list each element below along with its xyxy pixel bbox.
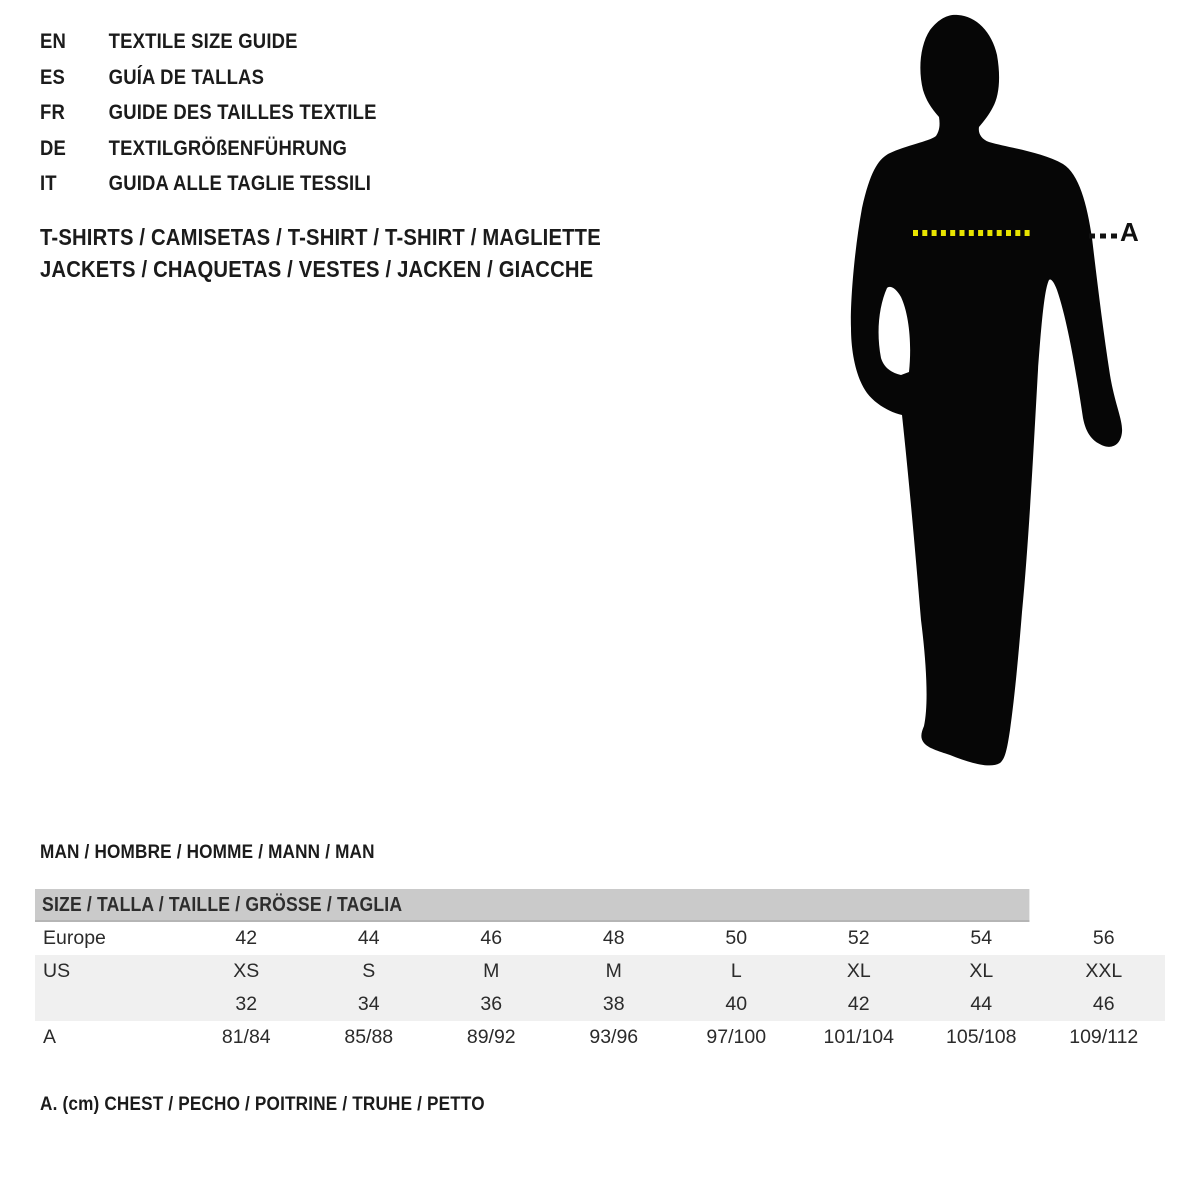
size-value: 46 xyxy=(1092,993,1115,1015)
measurement-label-a: A xyxy=(1120,217,1139,247)
man-silhouette xyxy=(830,0,1150,800)
row-label: Europe xyxy=(43,927,106,949)
table-row-chest-a xyxy=(35,1021,1165,1054)
size-value: S xyxy=(362,960,376,982)
size-value: M xyxy=(483,960,500,982)
size-value: 50 xyxy=(725,927,748,949)
size-table-header: SIZE / TALLA / TAILLE / GRÖSSE / TAGLIA xyxy=(35,889,1029,922)
language-code: EN xyxy=(40,30,67,53)
size-value: 44 xyxy=(970,993,993,1015)
category-line-jackets: JACKETS / CHAQUETAS / VESTES / JACKEN / GIACCHE xyxy=(40,255,594,282)
table-row-numeric xyxy=(35,988,1165,1021)
size-value: 105/108 xyxy=(946,1026,1017,1048)
language-code: FR xyxy=(40,101,65,124)
size-value: XL xyxy=(969,960,994,982)
table-row-us xyxy=(35,955,1165,988)
size-value: XXL xyxy=(1085,960,1123,982)
size-value: 46 xyxy=(480,927,503,949)
category-line-tshirts: T-SHIRTS / CAMISETAS / T-SHIRT / T-SHIRT / MAGLIETTE xyxy=(40,224,601,250)
size-value: 42 xyxy=(847,993,870,1015)
size-value: 40 xyxy=(725,993,748,1015)
size-value: 109/112 xyxy=(1069,1026,1139,1048)
language-title: GUIDA ALLE TAGLIE TESSILI xyxy=(108,172,372,195)
language-title: TEXTILGRÖßENFÜHRUNG xyxy=(108,136,348,160)
language-list xyxy=(40,24,377,202)
size-value: 85/88 xyxy=(344,1026,394,1048)
size-value: 54 xyxy=(970,927,993,949)
size-value: XL xyxy=(846,960,871,982)
language-code: ES xyxy=(40,65,66,89)
size-value: 42 xyxy=(235,927,258,949)
size-value: 52 xyxy=(847,927,870,949)
language-title: GUIDE DES TAILLES TEXTILE xyxy=(108,101,377,124)
measurement-footnote: A. (cm) CHEST / PECHO / POITRINE / TRUHE / PETTO xyxy=(40,1093,485,1115)
size-value: 56 xyxy=(1092,927,1115,949)
size-value: 81/84 xyxy=(221,1026,271,1048)
size-table xyxy=(35,889,1165,1054)
size-value: 101/104 xyxy=(823,1026,894,1048)
size-value: 89/92 xyxy=(466,1026,516,1048)
language-title: GUÍA DE TALLAS xyxy=(108,65,265,89)
table-row-europe xyxy=(35,922,1165,955)
size-value: 48 xyxy=(602,927,625,949)
size-value: 93/96 xyxy=(589,1026,639,1048)
size-value: 32 xyxy=(235,993,258,1015)
size-value: 97/100 xyxy=(706,1026,767,1048)
category-list xyxy=(40,222,601,285)
size-value: 36 xyxy=(480,993,503,1015)
size-value: M xyxy=(605,960,622,982)
language-code: DE xyxy=(40,136,67,160)
size-value: 44 xyxy=(357,927,380,949)
size-value: L xyxy=(730,960,742,982)
size-value: 34 xyxy=(357,993,380,1015)
row-label: US xyxy=(43,960,71,982)
row-label xyxy=(35,988,185,1021)
language-code: IT xyxy=(40,172,57,195)
man-figure xyxy=(830,0,1150,800)
language-title: TEXTILE SIZE GUIDE xyxy=(108,30,298,53)
row-label: A xyxy=(43,1026,57,1048)
size-value: XS xyxy=(233,960,260,982)
size-value: 38 xyxy=(602,993,625,1015)
section-title-man: MAN / HOMBRE / HOMME / MANN / MAN xyxy=(40,841,375,863)
